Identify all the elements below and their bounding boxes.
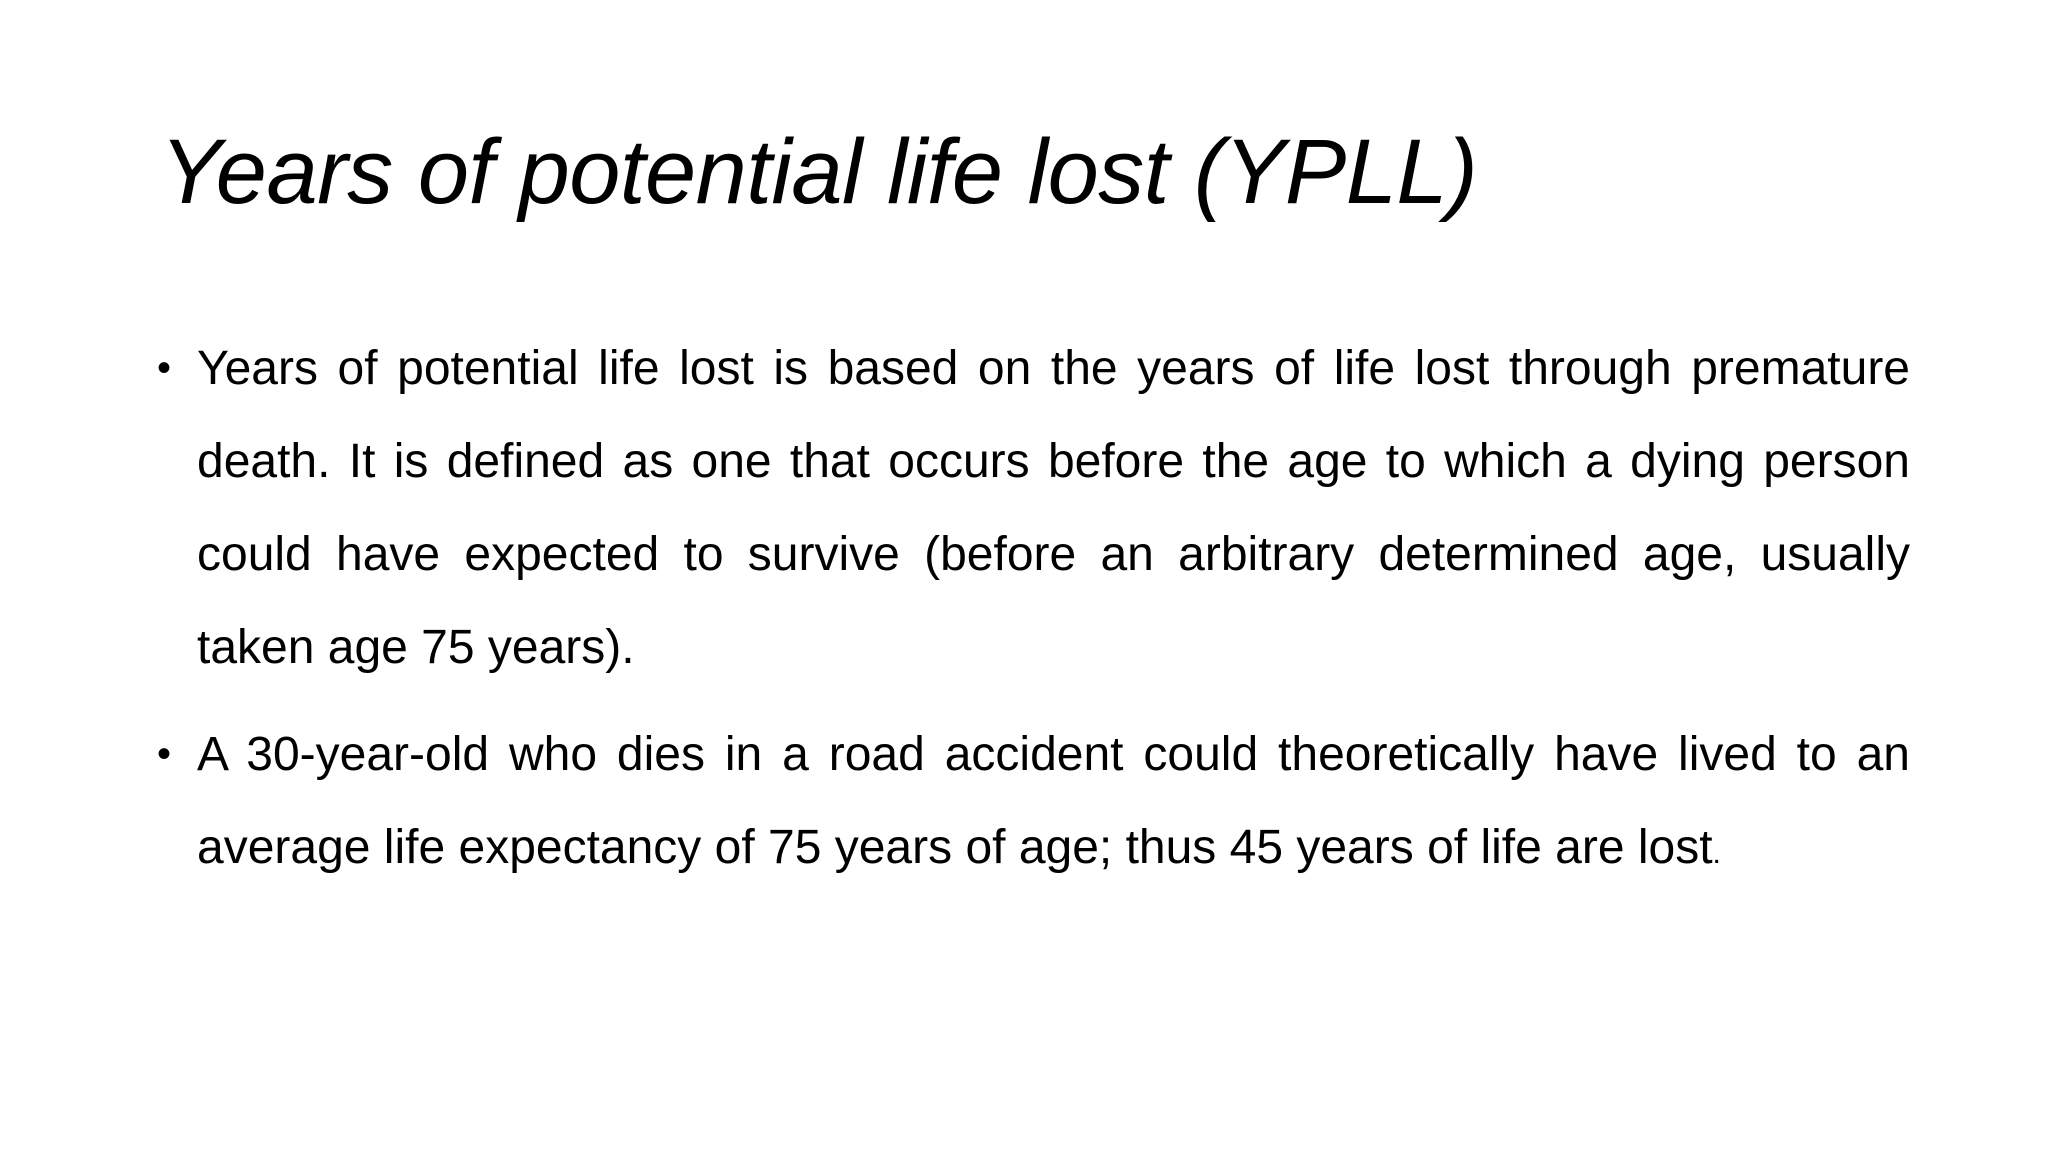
slide-title: Years of potential life lost (YPLL) [160, 121, 1478, 223]
bullet-text-example-wrapper [197, 708, 1910, 900]
bullet-item-ypll-example [155, 708, 1910, 900]
bullet-text-definition: Years of potential life lost is based on the years of life lost through premature death. It is defined as one that occurs before the age to which a dying person could have expected to survive (before an arbitrary determined age, usually taken age 75 years). [197, 342, 1910, 674]
bullet-dot-icon: • [157, 346, 172, 390]
bullet-text-example: A 30-year-old who dies in a road accident could theoretically have lived to an average life expectancy of 75 years of age; thus 45 years of life are lost [197, 728, 1910, 874]
bullet-list [155, 322, 1910, 914]
bullet-text-example-period: . [1712, 837, 1721, 870]
bullet-dot-icon: • [157, 732, 172, 776]
bullet-item-ypll-definition [155, 322, 1910, 694]
